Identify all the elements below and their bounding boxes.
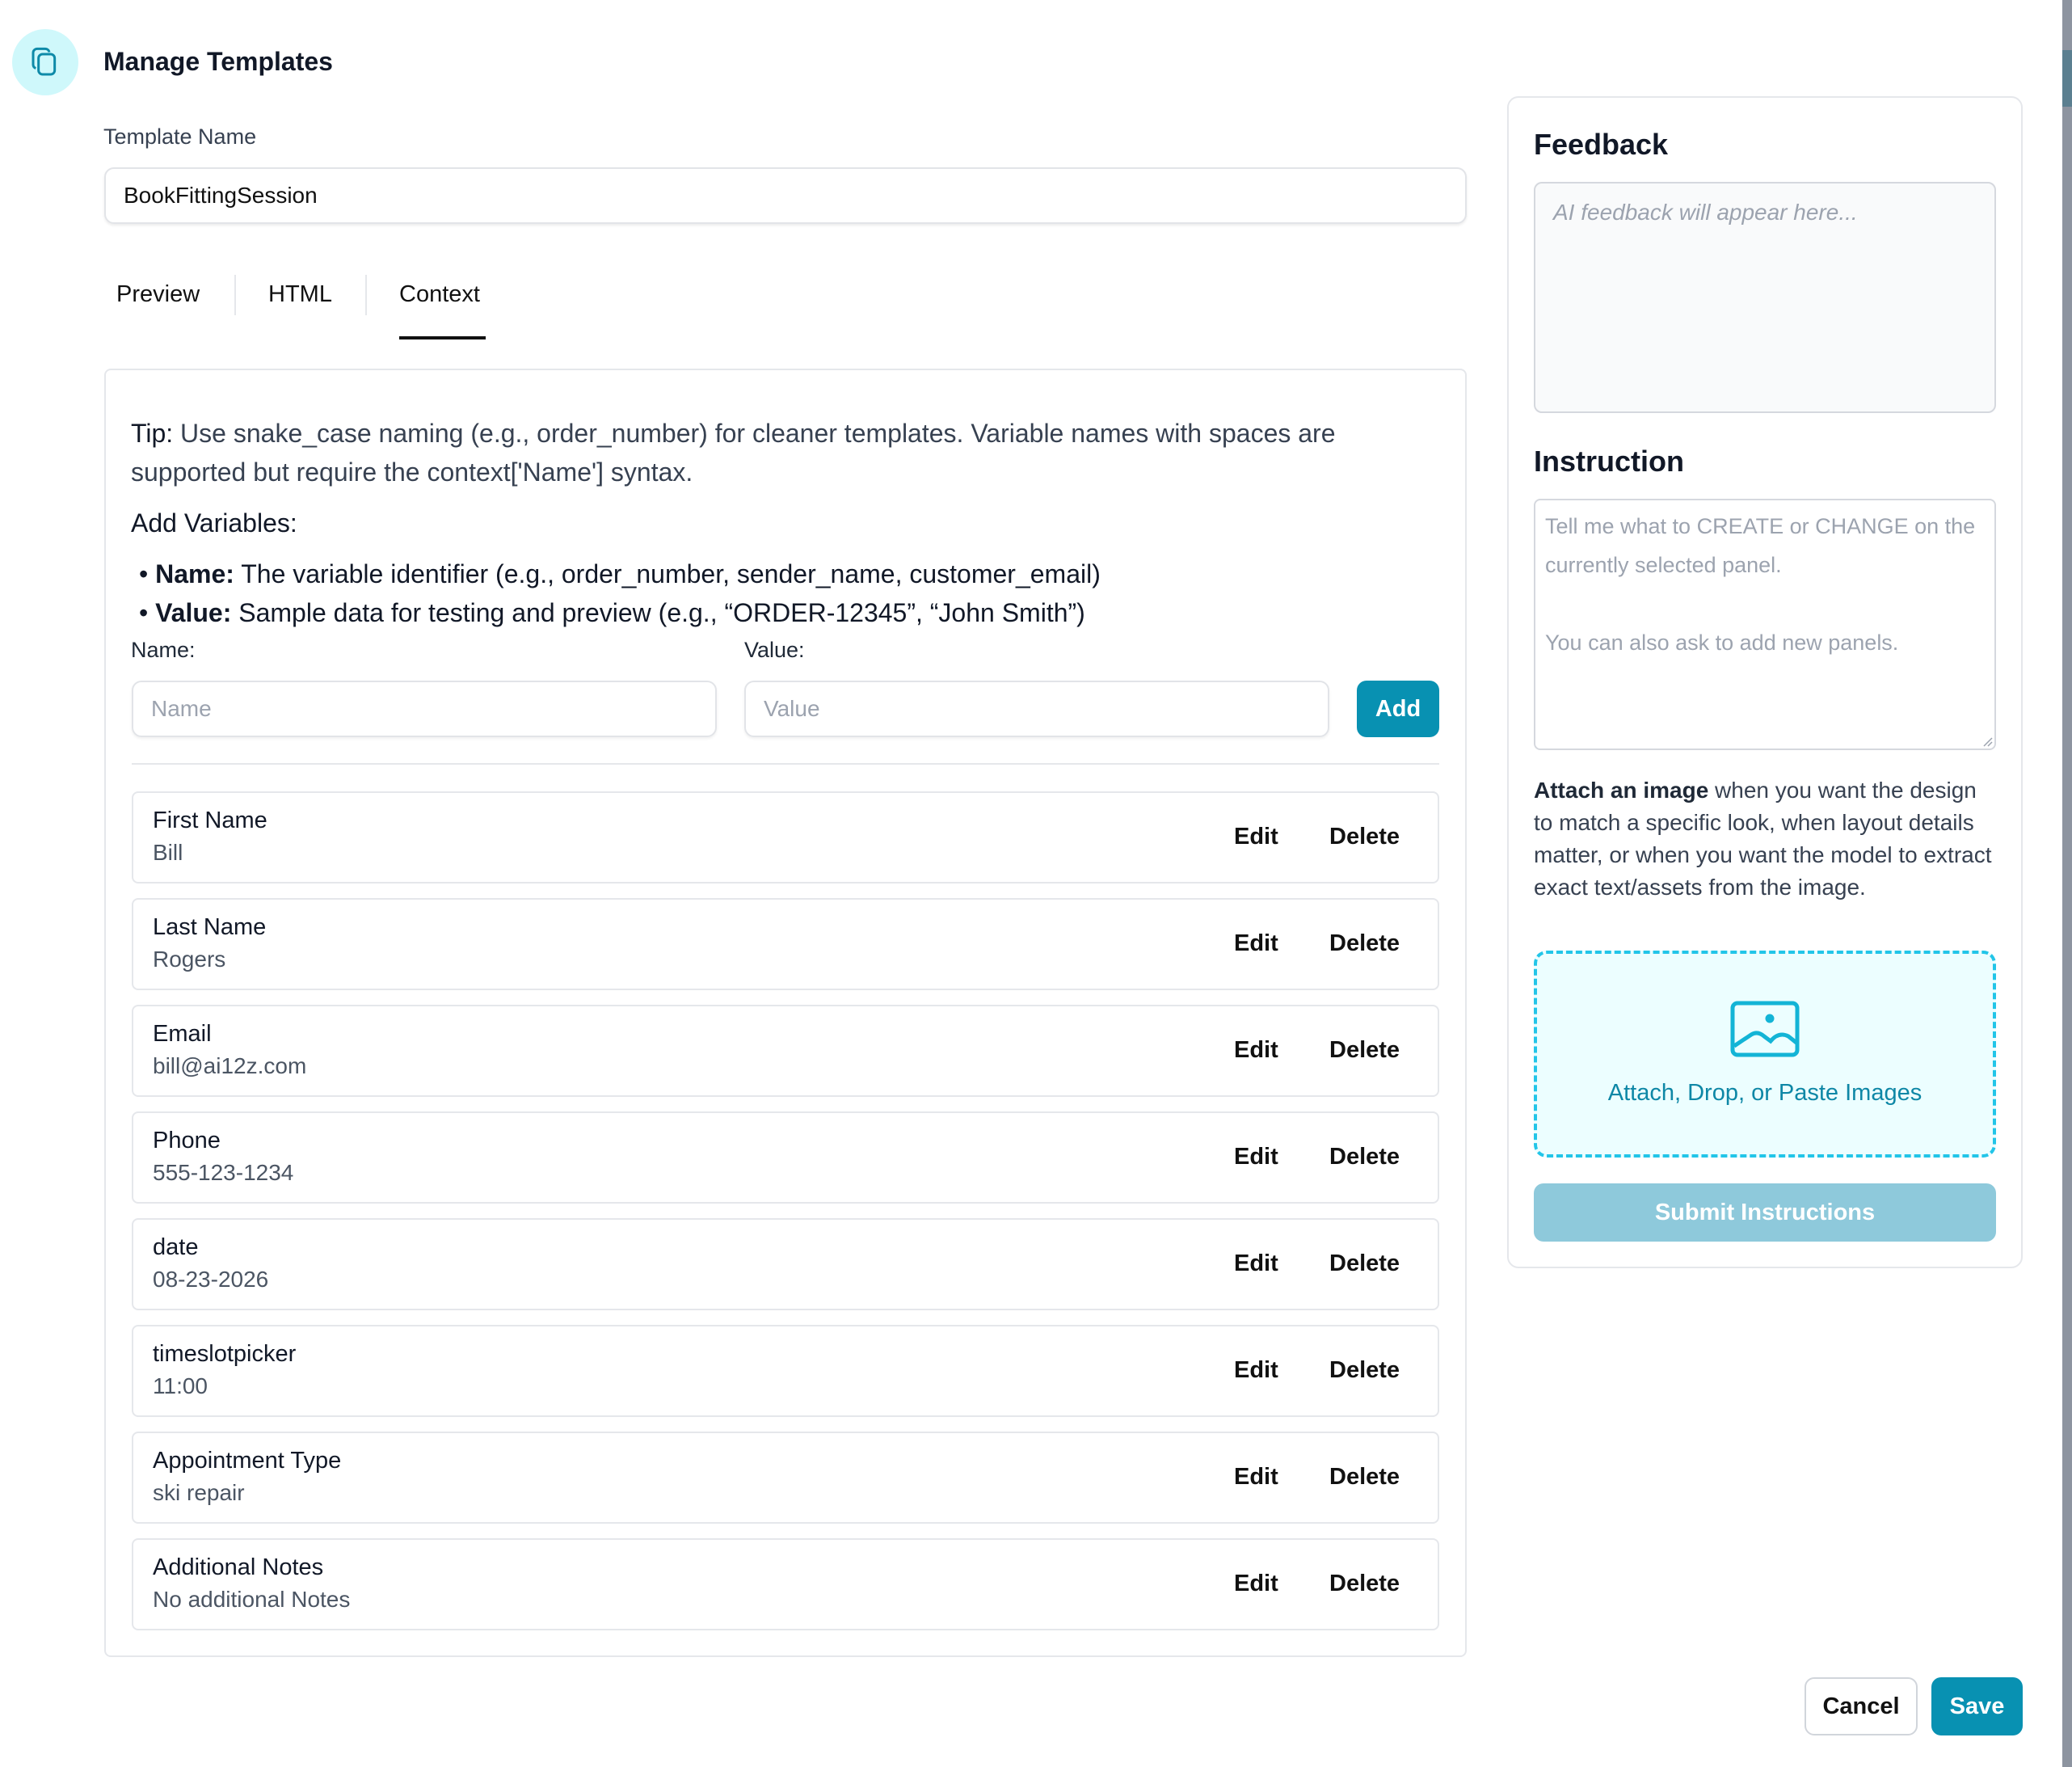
- instruction-heading: Instruction: [1534, 445, 1684, 478]
- variable-row: [132, 1111, 1439, 1204]
- variable-value: 08-23-2026: [153, 1267, 269, 1292]
- variable-name: Additional Notes: [153, 1554, 324, 1580]
- variable-row: [132, 1432, 1439, 1524]
- variable-value: Bill: [153, 840, 183, 865]
- dropzone-label: Attach, Drop, or Paste Images: [1607, 1080, 1922, 1106]
- delete-button[interactable]: Delete: [1329, 1464, 1400, 1490]
- divider: [132, 763, 1439, 765]
- variable-row: [132, 1538, 1439, 1630]
- delete-button[interactable]: Delete: [1329, 930, 1400, 956]
- delete-button[interactable]: Delete: [1329, 1357, 1400, 1383]
- delete-button[interactable]: Delete: [1329, 824, 1400, 850]
- name-input[interactable]: Name: [132, 681, 717, 737]
- feedback-heading: Feedback: [1534, 128, 1669, 161]
- add-button[interactable]: Add: [1357, 681, 1439, 737]
- delete-button[interactable]: Delete: [1329, 1037, 1400, 1063]
- tip-label: Tip:: [131, 419, 174, 448]
- logo-badge: [12, 29, 78, 95]
- edit-button[interactable]: Edit: [1234, 930, 1278, 956]
- scrollbar[interactable]: [2062, 0, 2072, 1767]
- variable-name: Phone: [153, 1128, 221, 1153]
- resize-handle-icon[interactable]: [1981, 736, 1993, 747]
- bullet-value: • Value: Sample data for testing and preview (e.g., “ORDER-12345”, “John Smith”): [139, 598, 1085, 627]
- image-icon: [1730, 1001, 1800, 1057]
- copy-icon: [29, 46, 61, 78]
- variable-row: [132, 898, 1439, 990]
- variable-name: Appointment Type: [153, 1448, 342, 1474]
- add-variables-heading: Add Variables:: [131, 508, 297, 538]
- delete-button[interactable]: Delete: [1329, 1144, 1400, 1170]
- edit-button[interactable]: Edit: [1234, 1144, 1278, 1170]
- variable-row: [132, 791, 1439, 884]
- tip-text: [131, 414, 1440, 491]
- variable-value: ski repair: [153, 1480, 245, 1505]
- edit-button[interactable]: Edit: [1234, 1357, 1278, 1383]
- delete-button[interactable]: Delete: [1329, 1250, 1400, 1276]
- value-input[interactable]: Value: [744, 681, 1329, 737]
- edit-button[interactable]: Edit: [1234, 1571, 1278, 1596]
- edit-button[interactable]: Edit: [1234, 1464, 1278, 1490]
- edit-button[interactable]: Edit: [1234, 824, 1278, 850]
- name-label: Name:: [131, 638, 196, 662]
- bullet-name: • Name: The variable identifier (e.g., order_number, sender_name, customer_email): [139, 559, 1101, 588]
- edit-button[interactable]: Edit: [1234, 1037, 1278, 1063]
- cancel-button[interactable]: Cancel: [1805, 1677, 1918, 1735]
- feedback-box: AI feedback will appear here...: [1534, 182, 1996, 413]
- variable-name: timeslotpicker: [153, 1341, 297, 1367]
- page-title: Manage Templates: [103, 47, 333, 76]
- save-button[interactable]: Save: [1931, 1677, 2023, 1735]
- submit-instructions-button[interactable]: Submit Instructions: [1534, 1183, 1996, 1242]
- tab-divider: [234, 275, 236, 315]
- tab-preview[interactable]: Preview: [116, 281, 200, 307]
- variable-name: Email: [153, 1021, 212, 1047]
- attach-help-text: Attach an image when you want the design to match a specific look, when layout details matter, or when you want the model to extract exact text/assets from the image.: [1534, 778, 1992, 900]
- variable-value: Rogers: [153, 947, 226, 972]
- tip-body: Use snake_case naming (e.g., order_number) for cleaner templates. Variable names with spaces are supported but require the context['Name'] syntax.: [131, 419, 1336, 487]
- variable-value: bill@ai12z.com: [153, 1053, 307, 1078]
- tab-html[interactable]: HTML: [268, 281, 332, 307]
- variable-name: date: [153, 1234, 199, 1260]
- tab-context[interactable]: Context: [399, 281, 480, 307]
- variable-name: Last Name: [153, 914, 267, 940]
- variable-row: [132, 1005, 1439, 1097]
- variable-value: 555-123-1234: [153, 1160, 294, 1185]
- variable-row: [132, 1325, 1439, 1417]
- variable-name: First Name: [153, 808, 267, 833]
- instruction-textarea[interactable]: [1534, 499, 1996, 750]
- instruction-placeholder: Tell me what to CREATE or CHANGE on the currently selected panel. You can also ask to add new panels.: [1545, 514, 1976, 655]
- variable-value: No additional Notes: [153, 1587, 351, 1612]
- tab-divider: [365, 275, 367, 315]
- active-tab-indicator: [399, 336, 486, 339]
- value-label: Value:: [744, 638, 805, 662]
- template-name-input[interactable]: BookFittingSession: [104, 167, 1467, 224]
- variable-row: [132, 1218, 1439, 1310]
- template-name-label: Template Name: [103, 124, 257, 149]
- edit-button[interactable]: Edit: [1234, 1250, 1278, 1276]
- variable-value: 11:00: [153, 1373, 208, 1398]
- delete-button[interactable]: Delete: [1329, 1571, 1400, 1596]
- image-dropzone[interactable]: [1534, 951, 1996, 1158]
